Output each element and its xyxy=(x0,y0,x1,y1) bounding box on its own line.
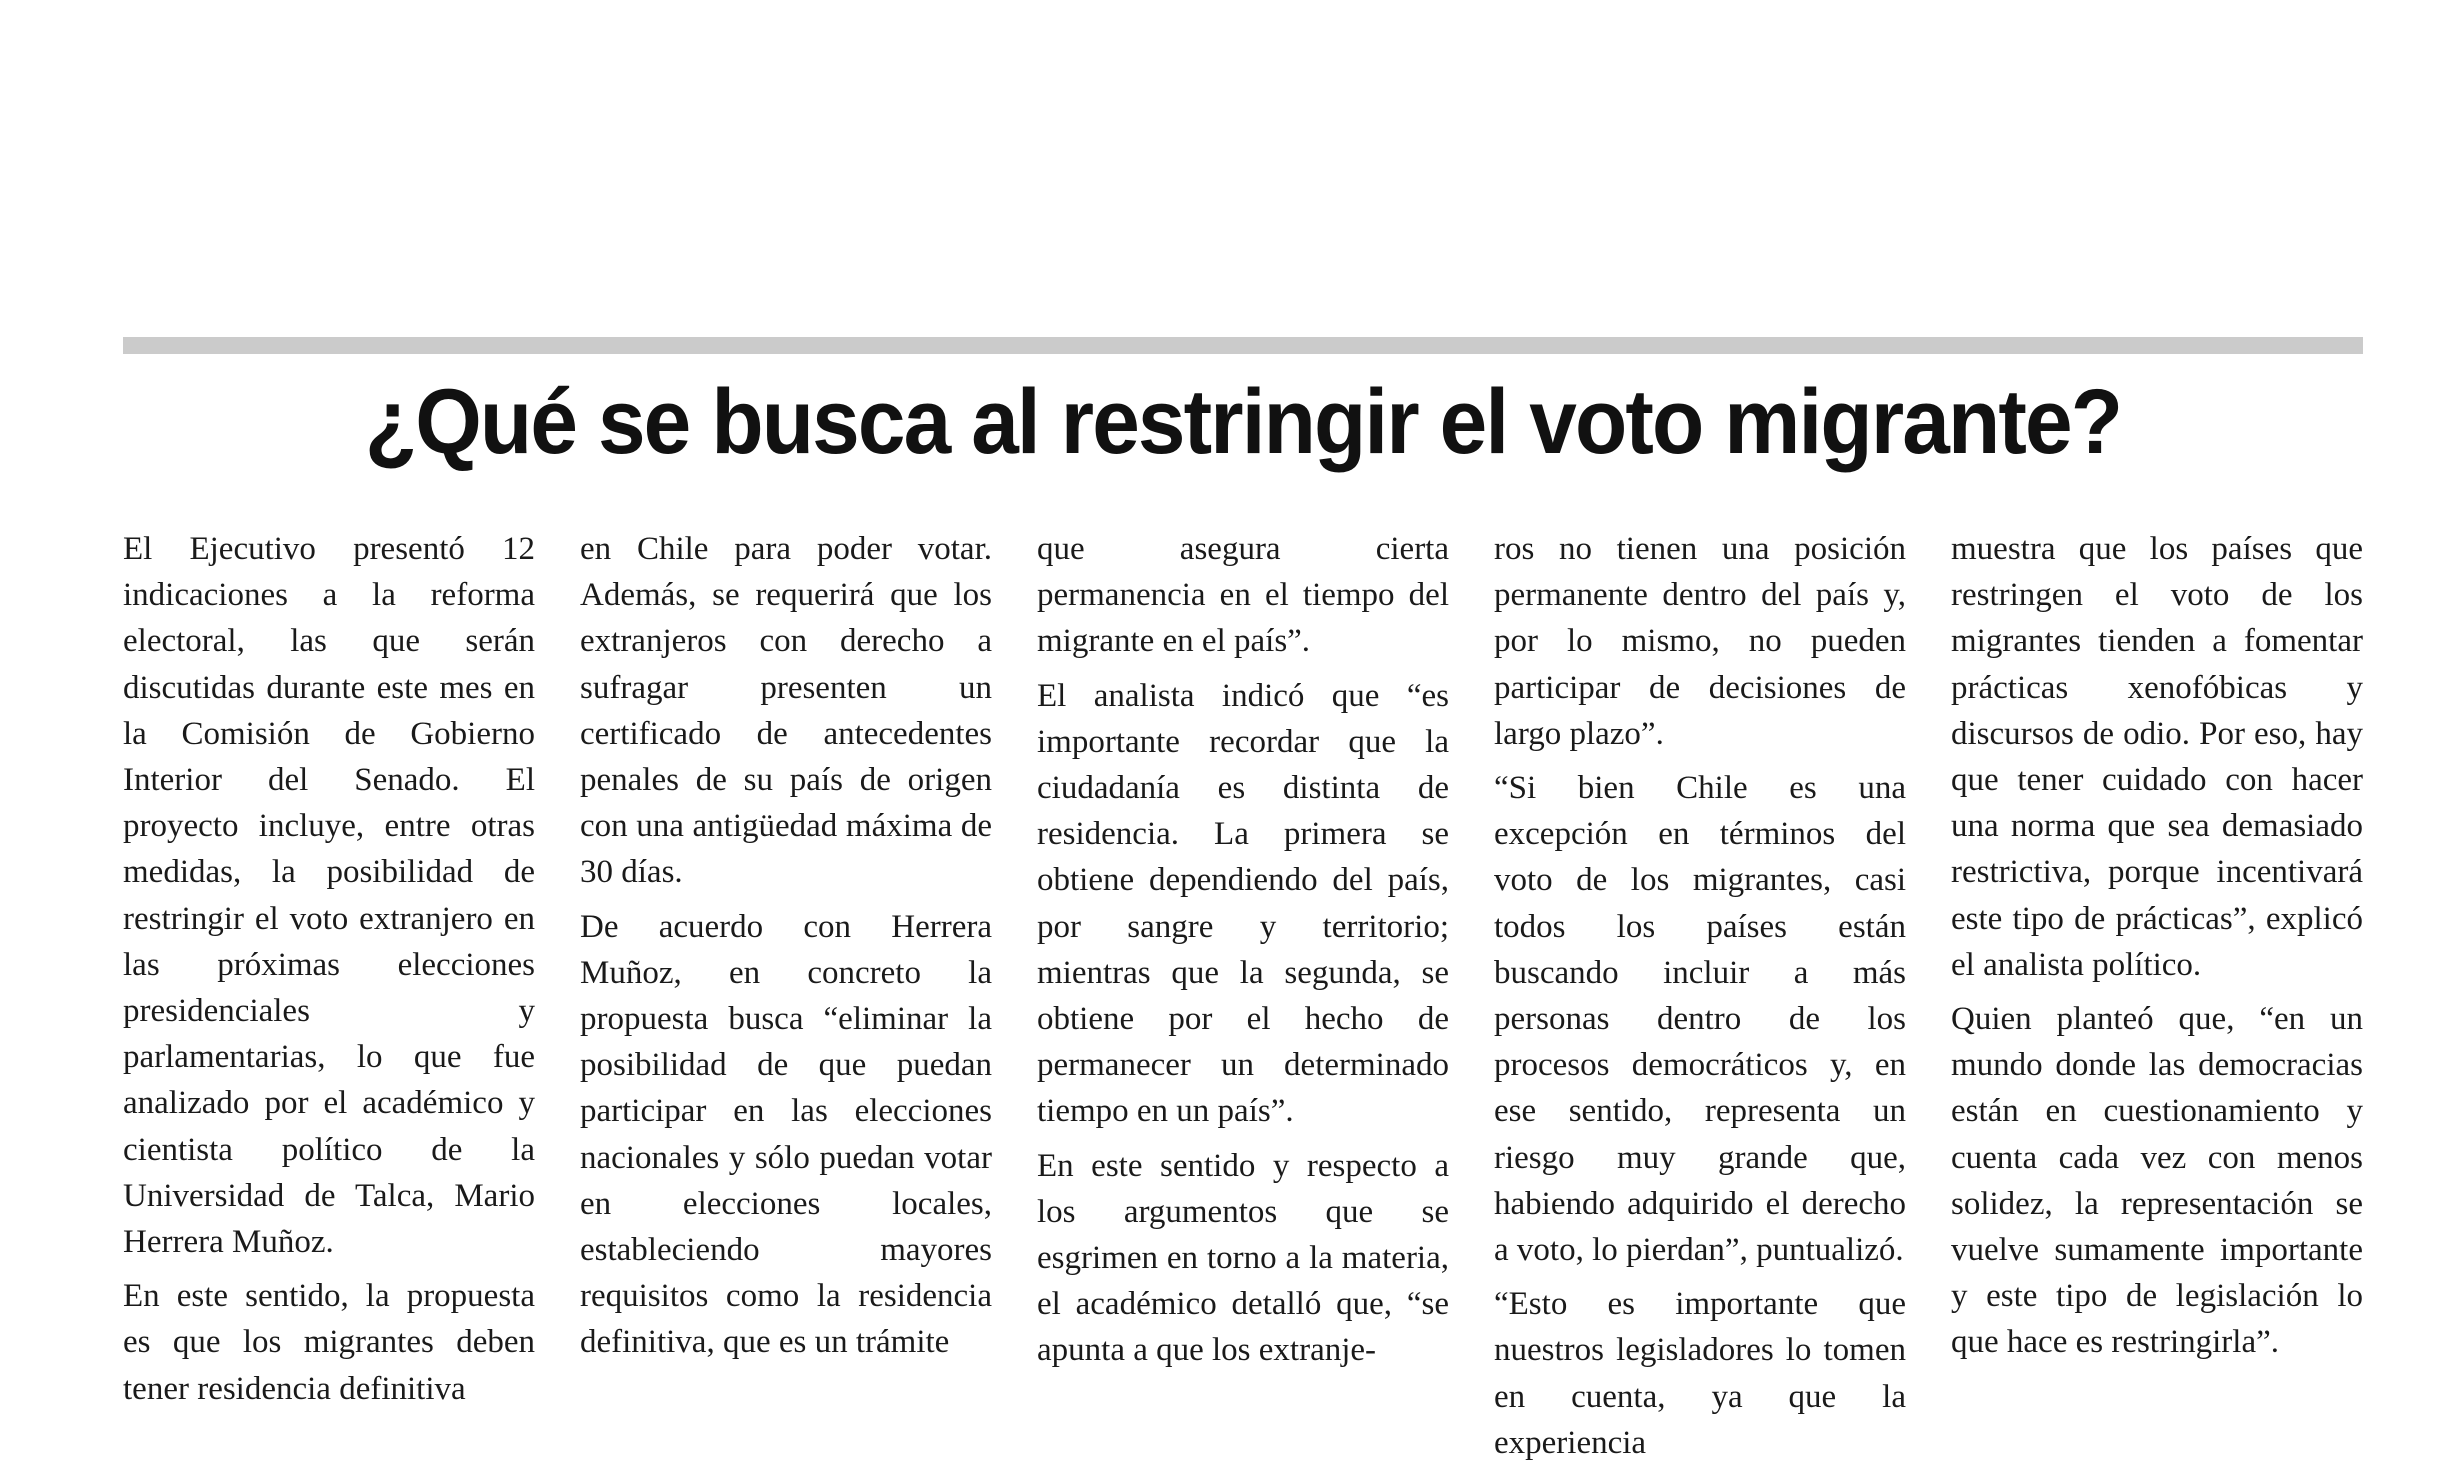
paragraph: en Chile para poder votar. Además, se requerirá que los extranjeros con derecho a sufragar presenten un certificado de antecedentes penales de su país de origen con una antigüedad máxima de 30 días. xyxy=(580,531,992,891)
text-column-4 xyxy=(1494,526,1906,1461)
article-headline: ¿Qué se busca al restringir el voto migrante? xyxy=(364,371,2122,473)
paragraph: “Esto es importante que nuestros legisladores lo tomen en cuenta, ya que la experiencia xyxy=(1494,1286,1906,1461)
text-column-3 xyxy=(1037,526,1449,1386)
text-column-1 xyxy=(123,526,535,1407)
top-divider-rule xyxy=(123,337,2363,354)
article-body xyxy=(123,526,2363,1461)
text-column-2 xyxy=(580,526,992,1386)
paragraph: El analista indicó que “es importante recordar que la ciudadanía es distinta de residencia. La primera se obtiene dependiendo del país, por sangre y territorio; mientras que la segunda, se obtiene por el hecho de permanecer un determinado tiempo en un país”. xyxy=(1037,677,1449,1130)
paragraph: que asegura cierta permanencia en el tiempo del migrante en el país”. xyxy=(1037,531,1449,660)
text-column-5 xyxy=(1951,526,2363,1386)
paragraph: En este sentido y respecto a los argumentos que se esgrimen en torno a la materia, el académico detalló que, “se apunta a que los extranje- xyxy=(1037,1147,1449,1369)
paragraph: ros no tienen una posición permanente dentro del país y, por lo mismo, no pueden participar de decisiones de largo plazo”. xyxy=(1494,531,1906,752)
paragraph: De acuerdo con Herrera Muñoz, en concreto la propuesta busca “eliminar la posibilidad de que puedan participar en las elecciones nacionales y sólo puedan votar en elecciones locales, estableciendo mayores requisitos como la residencia definitiva, que es un trámite xyxy=(580,908,992,1361)
paragraph: Quien planteó que, “en un mundo donde las democracias están en cuestionamiento y cuenta cada vez con menos solidez, la representación se vuelve sumamente importante y este tipo de legislación lo que hace es restringirla”. xyxy=(1951,1001,2363,1361)
paragraph: El Ejecutivo presentó 12 indicaciones a la reforma electoral, las que serán discutidas durante este mes en la Comisión de Gobierno Interior del Senado. El proyecto incluye, entre otras medidas, la posibilidad de restringir el voto extranjero en las próximas elecciones presidenciales y parlamentarias, lo que fue analizado por el académico y cientista político de la Universidad de Talca, Mario Herrera Muñoz. xyxy=(123,531,535,1261)
paragraph: “Si bien Chile es una excepción en términos del voto de los migrantes, casi todos los países están buscando incluir a más personas dentro de los procesos democráticos y, en ese sentido, representa un riesgo muy grande que, habiendo adquirido el derecho a voto, lo pierdan”, puntualizó. xyxy=(1494,770,1906,1269)
paragraph: En este sentido, la propuesta es que los migrantes deben tener residencia definitiva xyxy=(123,1278,535,1407)
paragraph: muestra que los países que restringen el voto de los migrantes tienden a fomentar prácticas xenofóbicas y discursos de odio. Por eso, hay que tener cuidado con hacer una norma que sea demasiado restrictiva, porque incentivará este tipo de prácticas”, explicó el analista político. xyxy=(1951,531,2363,983)
